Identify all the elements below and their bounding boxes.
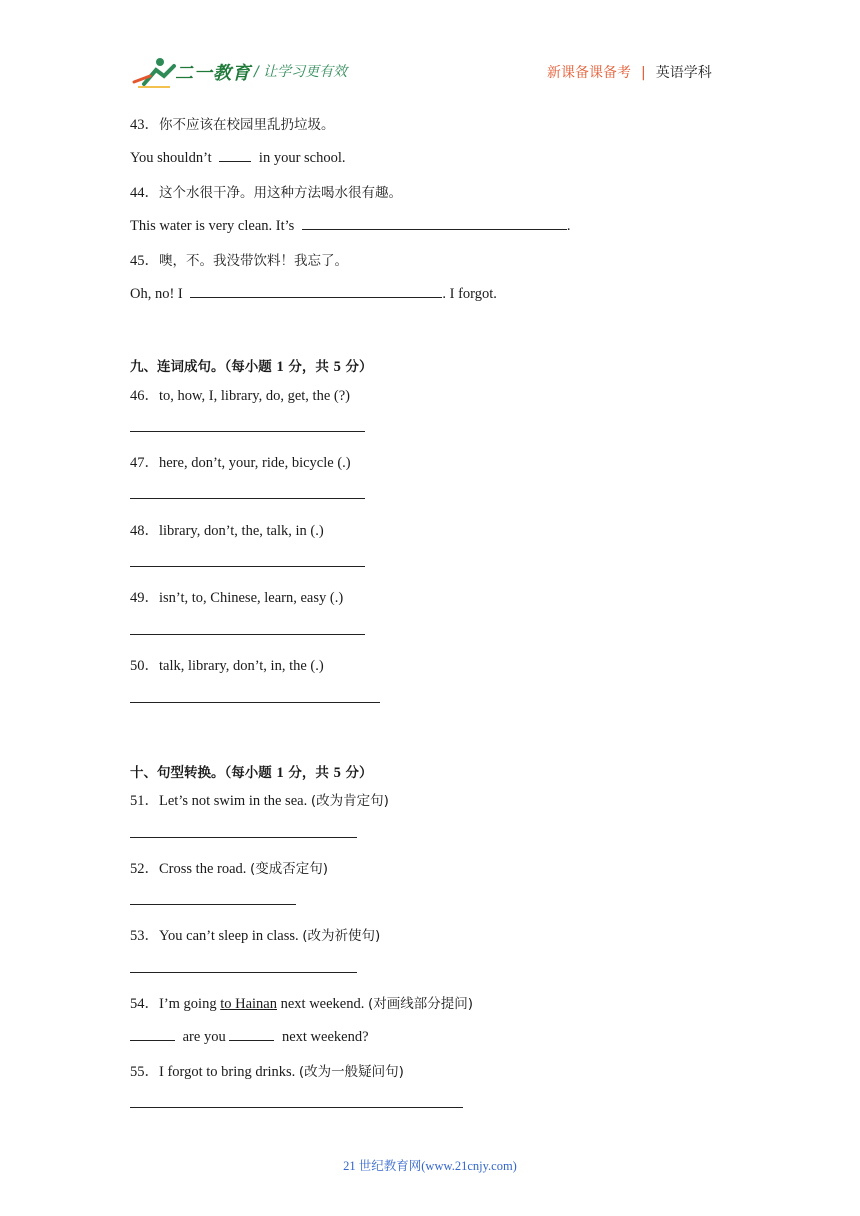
- answer-text: are you: [179, 1029, 230, 1045]
- sentence-end: .: [566, 218, 571, 234]
- question-number: 55．: [130, 1064, 159, 1080]
- answer-line[interactable]: [130, 1107, 463, 1108]
- logo-text: 二一教育: [175, 63, 251, 84]
- question-52: [130, 857, 328, 878]
- page-header: [0, 0, 860, 100]
- sentence-end: . I forgot.: [442, 286, 497, 302]
- question-text: I forgot to bring drinks.: [159, 1064, 299, 1080]
- question-chinese: 这个水很干净。用这种方法喝水很有趣。: [159, 185, 402, 201]
- question-instruction: (变成否定句): [250, 861, 329, 877]
- answer-blank[interactable]: [190, 283, 442, 298]
- underlined-phrase: to Hainan: [220, 996, 277, 1012]
- question-number: 48．: [130, 523, 159, 539]
- sentence-end: in your school.: [255, 150, 346, 166]
- question-instruction: (改为肯定句): [310, 793, 389, 809]
- question-text: You can’t sleep in class.: [159, 928, 303, 944]
- question-54-answer: [130, 1026, 369, 1046]
- header-separator: |: [641, 65, 646, 81]
- question-instruction: (对画线部分提问): [368, 996, 474, 1012]
- question-44-sentence: [130, 215, 571, 235]
- question-number: 53．: [130, 928, 159, 944]
- question-text: Let’s not swim in the sea.: [159, 793, 311, 809]
- question-text: library, don’t, the, talk, in (.): [159, 523, 324, 539]
- question-number: 43．: [130, 117, 159, 133]
- section-score-each: 1: [276, 359, 284, 375]
- question-instruction: (改为一般疑问句): [298, 1064, 404, 1080]
- question-text: talk, library, don’t, in, the (.): [159, 658, 324, 674]
- answer-blank[interactable]: [302, 215, 567, 230]
- question-text: isn’t, to, Chinese, learn, easy (.): [159, 590, 344, 606]
- question-51: [130, 789, 389, 810]
- sentence-start: You shouldn’t: [130, 150, 216, 166]
- header-divider: [130, 92, 730, 93]
- question-number: 45．: [130, 253, 159, 269]
- answer-blank[interactable]: [229, 1026, 274, 1041]
- question-chinese: 你不应该在校园里乱扔垃圾。: [159, 117, 335, 133]
- question-text: to, how, I, library, do, get, the (?): [159, 388, 350, 404]
- answer-line[interactable]: [130, 702, 380, 703]
- question-45-prompt: [130, 249, 348, 270]
- answer-line[interactable]: [130, 566, 365, 567]
- answer-blank[interactable]: [219, 147, 251, 162]
- section-title-text: 九、连词成句。（每小题: [130, 359, 277, 375]
- question-50: [130, 654, 324, 675]
- answer-line[interactable]: [130, 431, 365, 432]
- question-text: Cross the road.: [159, 861, 251, 877]
- section-title-text: 分）: [340, 359, 373, 375]
- question-chinese: 噢，不。我没带饮料！我忘了。: [159, 253, 348, 269]
- question-number: 51．: [130, 793, 159, 809]
- answer-line[interactable]: [130, 904, 296, 905]
- answer-line[interactable]: [130, 634, 365, 635]
- section-10-title: [130, 761, 373, 782]
- section-title-text: 分，共: [283, 765, 334, 781]
- question-number: 44．: [130, 185, 159, 201]
- question-45-sentence: [130, 283, 497, 303]
- question-46: [130, 384, 350, 405]
- question-43-sentence: [130, 147, 346, 167]
- header-right: [547, 62, 712, 82]
- question-54: [130, 992, 473, 1013]
- header-slogan: / 让学习更有效: [254, 64, 348, 80]
- sentence-start: This water is very clean. It’s: [130, 218, 298, 234]
- page-footer[interactable]: 21 世纪教育网(www.21cnjy.com): [343, 1159, 517, 1173]
- question-number: 46．: [130, 388, 159, 404]
- section-score-total: 5: [333, 359, 341, 375]
- question-53: [130, 924, 380, 945]
- header-subject: 英语学科: [655, 65, 712, 81]
- question-47: [130, 451, 351, 472]
- answer-line[interactable]: [130, 972, 357, 973]
- question-text: next weekend.: [277, 996, 368, 1012]
- question-instruction: (改为祈使句): [302, 928, 381, 944]
- question-55: [130, 1060, 404, 1081]
- sentence-start: Oh, no! I: [130, 286, 187, 302]
- question-number: 54．: [130, 996, 159, 1012]
- question-number: 47．: [130, 455, 159, 471]
- question-text: here, don’t, your, ride, bicycle (.): [159, 455, 351, 471]
- section-title-text: 十、句型转换。（每小题: [130, 765, 277, 781]
- section-title-text: 分）: [340, 765, 373, 781]
- answer-blank[interactable]: [130, 1026, 175, 1041]
- question-text: I’m going: [159, 996, 221, 1012]
- header-course: 新课备课备考: [547, 65, 631, 81]
- question-number: 52．: [130, 861, 159, 877]
- answer-text: next weekend?: [278, 1029, 369, 1045]
- section-score-total: 5: [333, 765, 341, 781]
- section-title-text: 分，共: [283, 359, 334, 375]
- answer-line[interactable]: [130, 837, 357, 838]
- answer-line[interactable]: [130, 498, 365, 499]
- question-number: 50．: [130, 658, 159, 674]
- question-49: [130, 586, 343, 607]
- section-9-title: [130, 355, 373, 376]
- question-48: [130, 519, 324, 540]
- question-44-prompt: [130, 181, 402, 202]
- section-score-each: 1: [276, 765, 284, 781]
- question-number: 49．: [130, 590, 159, 606]
- question-43-prompt: [130, 113, 335, 134]
